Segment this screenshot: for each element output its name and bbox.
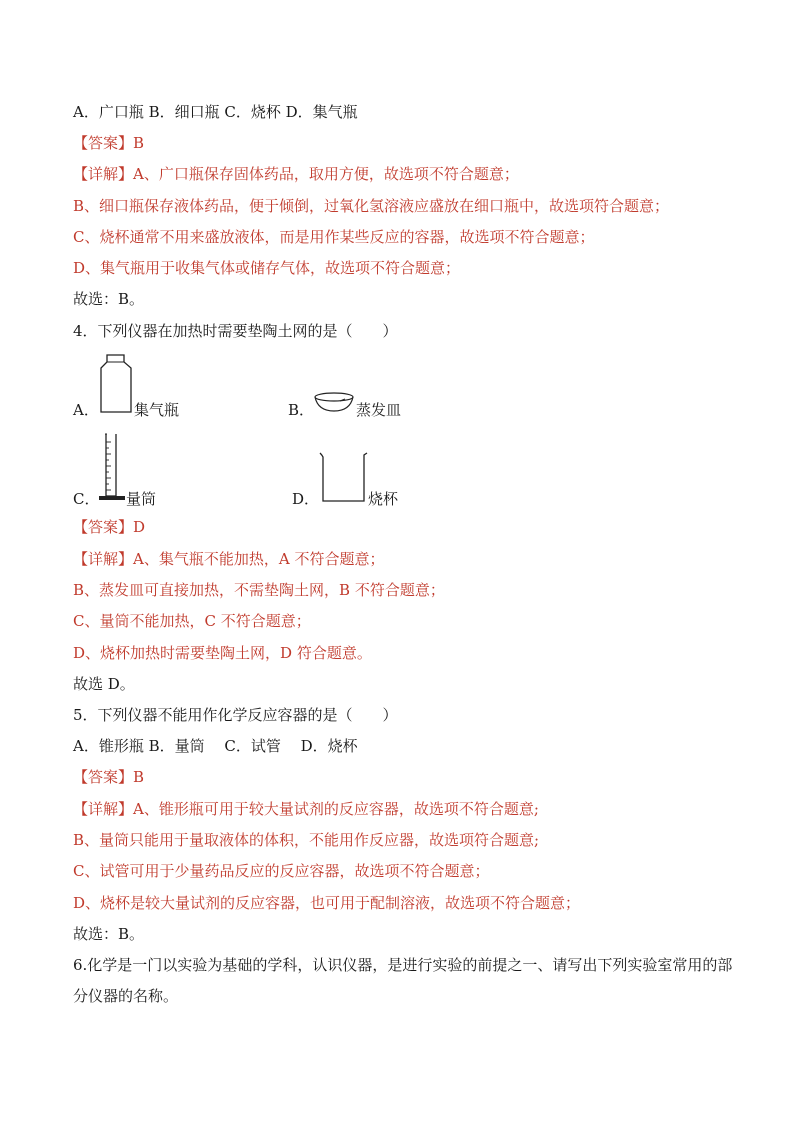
q4-answer bbox=[73, 517, 145, 537]
q5-detail-d: D、烧杯是较大量试剂的反应容器，也可用于配制溶液，故选项不符合题意； bbox=[73, 894, 581, 912]
q3-detail-d: D、集气瓶用于收集气体或储存气体，故选项不符合题意； bbox=[73, 259, 461, 277]
answer-value: D bbox=[133, 518, 146, 536]
q4-detail-b: B、蒸发皿可直接加热，不需垫陶土网，B 不符合题意； bbox=[73, 581, 445, 599]
q4-option-a-name: 集气瓶 bbox=[134, 401, 180, 419]
q3-answer bbox=[73, 133, 144, 153]
answer-value: B bbox=[133, 768, 145, 786]
q3-conclusion: 故选：B。 bbox=[73, 290, 145, 308]
detail-tag: 【详解】 bbox=[73, 550, 134, 568]
q5-question: 5．下列仪器不能用作化学反应容器的是（ ） bbox=[73, 706, 398, 724]
q4-detail-c: C、量筒不能加热，C 不符合题意； bbox=[73, 612, 311, 630]
q4-option-c-letter: C． bbox=[73, 490, 100, 508]
detail-text: A、锥形瓶可用于较大量试剂的反应容器，故选项不符合题意; bbox=[133, 800, 539, 818]
measuring-cylinder-icon bbox=[98, 432, 128, 506]
q4-detail-a bbox=[73, 549, 384, 569]
evaporating-dish-icon bbox=[314, 392, 356, 414]
q4-option-b-name: 蒸发皿 bbox=[356, 401, 402, 419]
q3-detail-b: B、细口瓶保存液体药品，便于倾倒，过氧化氢溶液应盛放在细口瓶中，故选项符合题意； bbox=[73, 197, 670, 215]
q4-detail-d: D、烧杯加热时需要垫陶土网，D 符合题意。 bbox=[73, 644, 372, 662]
answer-value: B bbox=[133, 134, 145, 152]
q5-detail-c: C、试管可用于少量药品反应的反应容器，故选项不符合题意； bbox=[73, 862, 490, 880]
gas-bottle-icon bbox=[98, 354, 138, 416]
q4-option-b-letter: B． bbox=[288, 401, 315, 419]
q5-answer bbox=[73, 767, 144, 787]
detail-text: A、广口瓶保存固体药品，取用方便，故选项不符合题意； bbox=[133, 165, 519, 183]
beaker-icon bbox=[318, 451, 370, 505]
q4-option-a-letter: A． bbox=[73, 401, 99, 419]
answer-tag: 【答案】 bbox=[73, 134, 134, 152]
detail-text: A、集气瓶不能加热，A 不符合题意； bbox=[133, 550, 385, 568]
q4-option-d-name: 烧杯 bbox=[368, 490, 399, 508]
detail-tag: 【详解】 bbox=[73, 165, 134, 183]
q3-options: A．广口瓶 B．细口瓶 C．烧杯 D．集气瓶 bbox=[73, 103, 358, 121]
q5-conclusion: 故选：B。 bbox=[73, 925, 145, 943]
q6-question: 6.化学是一门以实验为基础的学科，认识仪器，是进行实验的前提之一、请写出下列实验室常用的部分仪器的名称。 bbox=[73, 956, 733, 1005]
answer-tag: 【答案】 bbox=[73, 518, 134, 536]
q4-option-c-name: 量筒 bbox=[126, 490, 157, 508]
answer-tag: 【答案】 bbox=[73, 768, 134, 786]
q3-detail-c: C、烧杯通常不用来盛放液体，而是用作某些反应的容器，故选项不符合题意； bbox=[73, 228, 595, 246]
q4-option-d-letter: D． bbox=[292, 490, 320, 508]
q4-question: 4．下列仪器在加热时需要垫陶土网的是（ ） bbox=[73, 322, 398, 340]
q5-detail-b: B、量筒只能用于量取液体的体积，不能用作反应器，故选项符合题意; bbox=[73, 831, 540, 849]
q3-detail-a bbox=[73, 164, 519, 184]
q5-detail-a bbox=[73, 799, 539, 819]
q4-conclusion: 故选 D。 bbox=[73, 675, 135, 693]
q5-options: A．锥形瓶 B．量筒 C．试管 D．烧杯 bbox=[73, 737, 358, 755]
detail-tag: 【详解】 bbox=[73, 800, 134, 818]
